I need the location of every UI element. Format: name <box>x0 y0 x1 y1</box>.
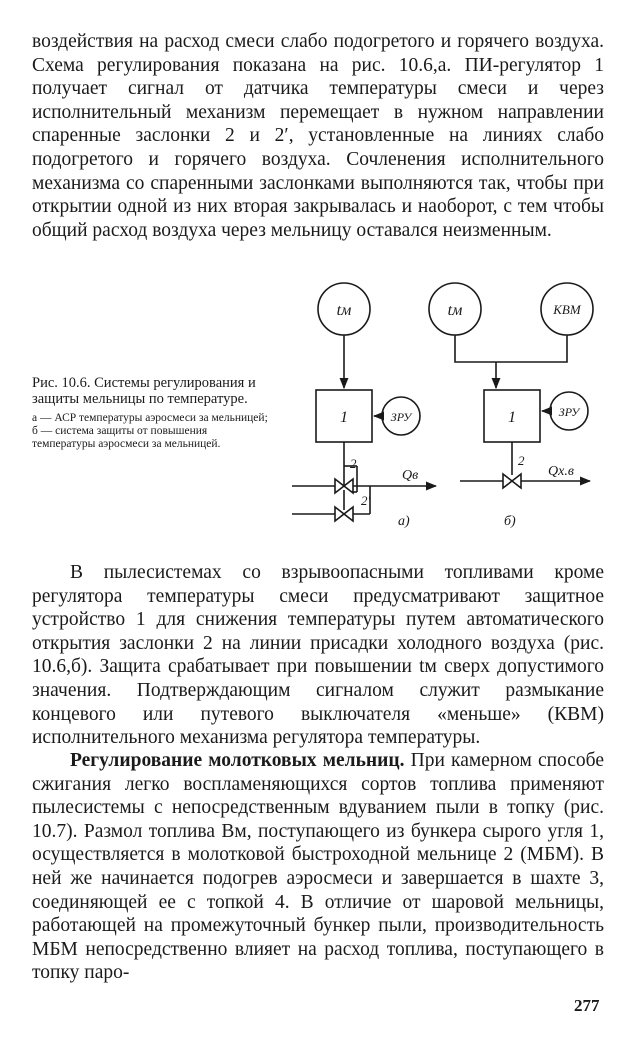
paragraph-1: воздействия на расход смеси слабо подогретого и горячего воздуха. Схема регулирования показана на рис. 10.6,а. ПИ-регулятор 1 получает сигнал от датчика температуры смеси и через исполнительный механизм перемещает в нужном направлении спаренные заслонки 2 и 2′, установленные на линиях слабо подогретого и горячего воздуха. Сочленения исполнительного механизма со спаренными заслонками выполняются так, чтобы при открытии одной из них вторая закрывалась и наоборот, с тем чтобы общий расход воздуха через мельницу оставался неизменным. <box>32 31 604 241</box>
caption-body: а — АСР температуры аэросмеси за мельницей; б — система защиты от повышения температуры аэросмеси за мельницей. <box>32 412 268 450</box>
page-number: 277 <box>574 996 600 1015</box>
kvm-label-b: КВМ <box>553 302 581 317</box>
paragraph-3-body: При камерном способе сжигания легко воспламеняющихся сортов топлива применяют пылесистемы с непосредственным вдуванием пыли в топку (рис. 10.7). Размол топлива Bм, поступающего из бункера сырого угля 1, осуществляется в молотковой быстроходной мельнице 2 (МБМ). В ней же начинается подогрев аэросмеси и завершается в шахте 3, соединяющей ее с топкой 4. В отличие от шаровой мельницы, работающей на промежуточный бункер пыли, производительность МБМ непосредственно влияет на расход топлива, поступающего в топку паро- <box>32 750 604 984</box>
sensor-label-a: tм <box>336 302 352 319</box>
valve-icon-b <box>503 474 521 488</box>
sensor-label-b: tм <box>447 302 463 319</box>
panel-label-a: а) <box>398 514 410 529</box>
section-heading: Регулирование молотковых мельниц. <box>70 750 405 771</box>
panel-label-b: б) <box>504 514 516 529</box>
flow-label-a: Qв <box>402 468 419 483</box>
valve2-label-a: 2′ <box>361 493 371 508</box>
zru-label-b: ЗРУ <box>558 405 580 419</box>
caption-title: Рис. 10.6. Системы регулирования и защиты мельницы по температуре. <box>32 375 256 407</box>
regulator-label-a: 1 <box>340 409 348 426</box>
regulator-label-b: 1 <box>508 409 516 426</box>
paragraph-2: В пылесистемах со взрывоопасными топливами кроме регулятора температуры смеси предусматривают защитное устройство 1 для снижения температуры путем автоматического открытия заслонки 2 на линии присадки холодного воздуха (рис. 10.6,б). Защита срабатывает при повышении tм сверх допустимого значения. Подтверждающим сигналом служит размыкание концевого или путевого выключателя «меньше» (КВМ) исполнительного механизма регулятора температуры. <box>32 562 604 749</box>
valve-label-b: 2 <box>518 453 525 468</box>
flow-label-b: Qх.в <box>548 464 574 479</box>
figure-10-6-diagram <box>278 278 608 533</box>
paragraph-3 <box>32 749 604 985</box>
zru-label-a: ЗРУ <box>390 410 412 424</box>
figure-caption <box>32 375 272 451</box>
valve-label-a: 2 <box>350 456 357 471</box>
